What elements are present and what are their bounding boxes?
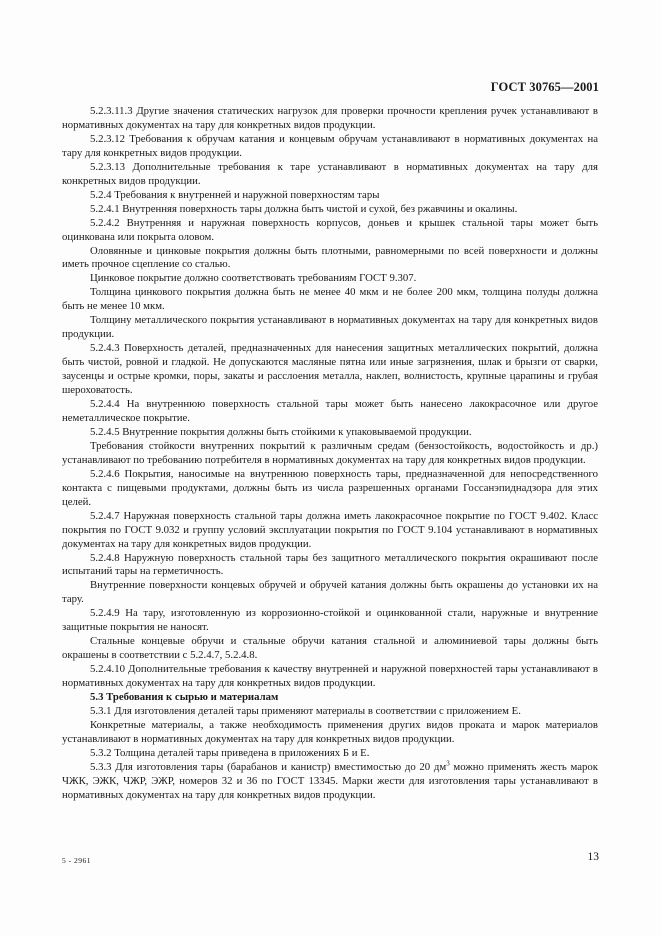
superscript-cubed: 3 bbox=[446, 759, 450, 768]
paragraph-5-2-3-13: 5.2.3.13 Дополнительные требования к таре устанавливают в нормативных документах на тару для конкретных видов продукции. bbox=[62, 160, 598, 187]
document-body bbox=[62, 105, 598, 803]
paragraph-5-3-1: 5.3.1 Для изготовления деталей тары применяют материалы в соответствии с приложением Е. bbox=[90, 704, 521, 717]
section-heading-5-2-4: 5.2.4 Требования к внутренней и наружной поверхностям тары bbox=[90, 188, 380, 201]
section-heading-5-3: 5.3 Требования к сырью и материалам bbox=[90, 691, 279, 704]
standard-header: ГОСТ 30765—2001 bbox=[490, 80, 599, 94]
paragraph-5-2-4-7: 5.2.4.7 Наружная поверхность стальной тары должна иметь лакокрасочное покрытие по ГОСТ 9.402. Класс покрытия по ГОСТ 9.032 и группу условий эксплуатации покрытия по ГОСТ 9.104 устанавливают в нормативных документах на тару для конкретных видов продукции. bbox=[62, 509, 598, 550]
paragraph-5-2-3-11-3: 5.2.3.11.3 Другие значения статических нагрузок для проверки прочности крепления ручек устанавливают в нормативных документах на тару для конкретных видов продукции. bbox=[62, 105, 598, 131]
paragraph-coatings: Оловянные и цинковые покрытия должны быть плотными, равномерными по всей поверхности и должны иметь прочное сцепление со сталью. bbox=[62, 244, 598, 271]
paragraph-zinc-thickness: Толщина цинкового покрытия должна быть не менее 40 мкм и не более 200 мкм, толщина полуды должна быть не менее 10 мкм. bbox=[62, 286, 598, 313]
paragraph-5-3-3-end: можно применять жесть марок ЧЖК, ЭЖК, ЧЖР, ЭЖР, номеров 32 и 36 по ГОСТ 13345. Марки жести для изготовления тары устанавливают в нормативных документах на тару для конкретных видов продукции. bbox=[62, 760, 598, 801]
paragraph-5-2-4-1: 5.2.4.1 Внутренняя поверхность тары должна быть чистой и сухой, без ржавчины и окалины. bbox=[90, 202, 518, 215]
paragraph-hoops-painting: Внутренние поверхности концевых обручей и обручей катания должны быть окрашены до установки их на тару. bbox=[62, 579, 598, 606]
paragraph-5-2-3-12: 5.2.3.12 Требования к обручам катания и концевым обручам устанавливают в нормативных документах на тару для конкретных видов продукции. bbox=[62, 132, 598, 159]
paragraph-5-3-3 bbox=[62, 761, 598, 803]
page-number: 13 bbox=[587, 851, 599, 863]
paragraph-5-2-4-10: 5.2.4.10 Дополнительные требования к качеству внутренней и наружной поверхностей тары устанавливают в нормативных документах на тару для конкретных видов продукции. bbox=[62, 663, 598, 690]
paragraph-5-2-4-6: 5.2.4.6 Покрытия, наносимые на внутреннюю поверхность тары, предназначенной для непосредственного контакта с пищевыми продуктами, должны быть из числа разрешенных органами Госсанэпиднадзора для этих целей. bbox=[62, 467, 598, 508]
paragraph-5-2-4-9: 5.2.4.9 На тару, изготовленную из коррозионно-стойкой и оцинкованной стали, наружные и внутренние защитные покрытия не наносят. bbox=[62, 607, 598, 634]
print-mark: 5 - 2961 bbox=[62, 856, 91, 865]
paragraph-5-2-4-2: 5.2.4.2 Внутренняя и наружная поверхность корпусов, доньев и крышек стальной тары может быть оцинкована или покрыта оловом. bbox=[62, 216, 598, 243]
paragraph-5-3-2: 5.3.2 Толщина деталей тары приведена в приложениях Б и Е. bbox=[90, 746, 370, 759]
paragraph-5-2-4-4: 5.2.4.4 На внутреннюю поверхность стальной тары может быть нанесено лакокрасочное или другое неметаллическое покрытие. bbox=[62, 398, 598, 424]
paragraph-resistance: Требования стойкости внутренних покрытий к различным средам (бензостойкость, водостойкость и др.) устанавливают по требованию потребителя в нормативных документах на тару для конкретных видов продукции. bbox=[62, 439, 598, 466]
paragraph-metal-coating-thickness: Толщину металлического покрытия устанавливают в нормативных документах на тару для конкретных видов продукции. bbox=[62, 314, 598, 341]
paragraph-5-2-4-3: 5.2.4.3 Поверхность деталей, предназначенных для нанесения защитных металлических покрытий, должна быть чистой, ровной и гладкой. Не допускаются масляные пятна или иные загрязнения, шлак и брызги от сварки, заусенцы и острые кромки, поры, закаты и расслоения металла, наклеп, волнистость, крупные царапины и грубая шероховатость. bbox=[62, 342, 598, 397]
paragraph-5-2-4-5: 5.2.4.5 Внутренние покрытия должны быть стойкими к упаковываемой продукции. bbox=[90, 425, 472, 438]
paragraph-materials: Конкретные материалы, а также необходимость применения других видов проката и марок материалов устанавливают в нормативных документах на тару для конкретных видов продукции. bbox=[62, 718, 598, 745]
paragraph-5-2-4-8: 5.2.4.8 Наружную поверхность стальной тары без защитного металлического покрытия окрашивают после испытаний тары на герметичность. bbox=[62, 551, 598, 578]
paragraph-5-3-3-start: 5.3.3 Для изготовления тары (барабанов и канистр) вместимостью до 20 дм bbox=[90, 760, 447, 773]
paragraph-steel-hoops: Стальные концевые обручи и стальные обручи катания стальной и алюминиевой тары должны быть окрашены в соответствии с 5.2.4.7, 5.2.4.8. bbox=[62, 635, 598, 662]
paragraph-zinc-coating: Цинковое покрытие должно соответствовать требованиям ГОСТ 9.307. bbox=[90, 272, 417, 285]
